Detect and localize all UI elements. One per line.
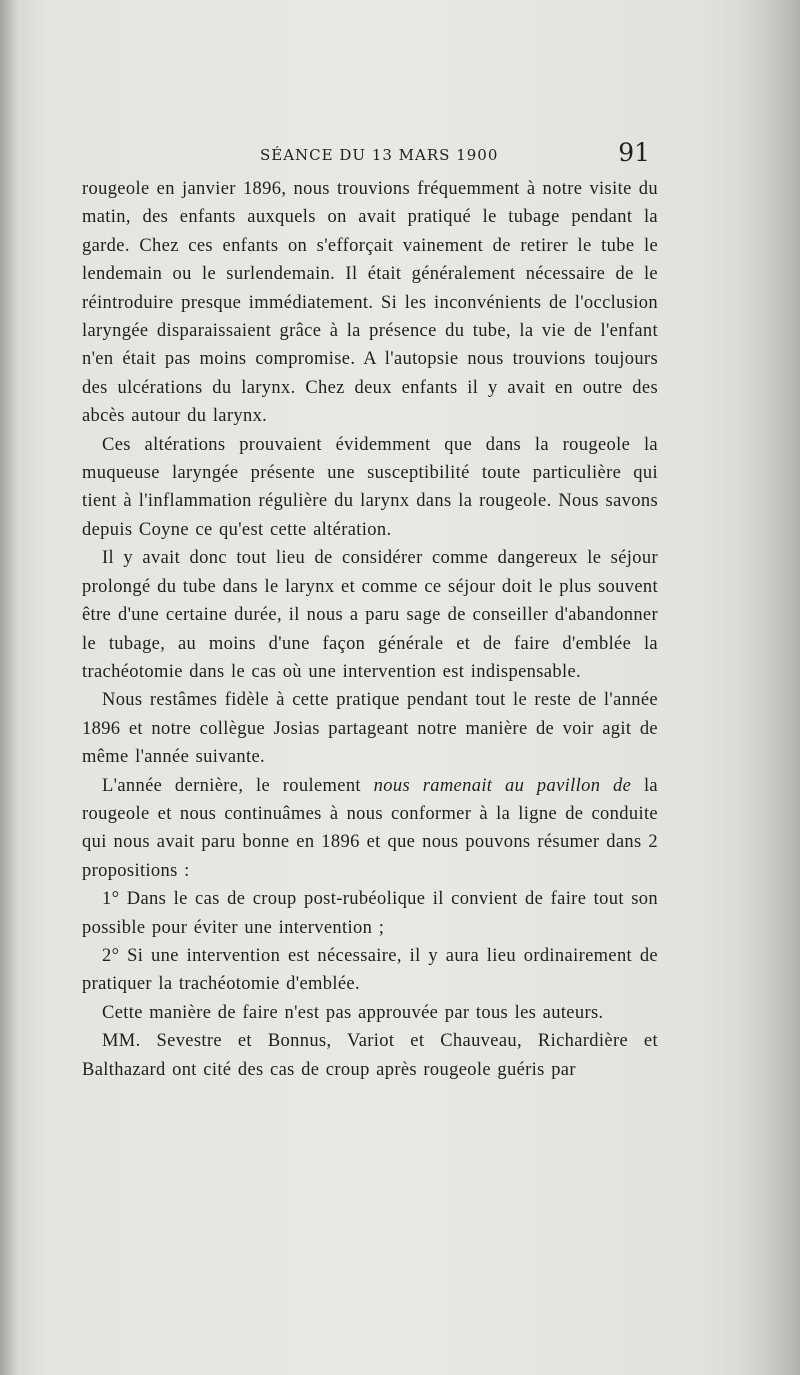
proposition-1: 1° Dans le cas de croup post-rubéolique il convient de faire tout son possible pour éviter une intervention ; — [82, 889, 658, 938]
paragraph-tubage: Il y avait donc tout lieu de considérer comme dangereux le séjour prolongé du tube dans le larynx et comme ce séjour doit le plus souvent être d'une certaine durée, il nous a paru sage de conseiller d'abandonner le tubage, au moins d'une façon générale et de faire d'emblée la trachéotomie dans le cas où une intervention est indispensable. — [82, 548, 658, 682]
italic-segment: nous ramenait au pavillon de — [373, 775, 632, 796]
paragraph-annee-derniere — [82, 772, 658, 886]
paragraph-continuation: rougeole en janvier 1896, nous trouvions fréquemment à notre visite du matin, des enfants auxquels on avait pratiqué le tubage pendant la garde. Chez ces enfants on s'efforçait vainement de retirer le tube le lendemain ou le surlendemain. Il était généralement nécessaire de le réintroduire presque immédiatement. Si les inconvénients de l'occlusion laryngée disparaissaient grâce à la présence du tube, la vie de l'enfant n'en était pas moins compromise. A l'autopsie nous trouvions toujours des ulcérations du larynx. Chez deux enfants il y avait en outre des abcès autour du larynx. — [82, 179, 658, 427]
paragraph-pratique: Nous restâmes fidèle à cette pratique pendant tout le reste de l'année 1896 et notre collègue Josias partageant notre manière de voir agit de même l'année suivante. — [82, 690, 658, 768]
paragraph-alterations: Ces altérations prouvaient évidemment que dans la rougeole la muqueuse laryngée présente une susceptibilité toute particulière qui tient à l'inflammation régulière du larynx dans la rougeole. Nous savons depuis Coyne ce qu'est cette altération. — [82, 434, 658, 540]
running-head: SÉANCE DU 13 MARS 1900 — [260, 146, 499, 164]
proposition-2: 2° Si une intervention est nécessaire, il y aura lieu ordinairement de pratiquer la trachéotomie d'emblée. — [82, 945, 658, 995]
paragraph-citations: MM. Sevestre et Bonnus, Variot et Chauveau, Richardière et Balthazard ont cité des cas de croup après rougeole guéris par — [82, 1031, 658, 1080]
body-text — [82, 175, 658, 1084]
text-segment: la rougeole et nous continuâmes à nous conformer à la ligne de conduite qui nous avait paru bonne en 1896 et que nous pouvons résumer dans 2 propositions : — [82, 775, 658, 881]
text-segment: L'année dernière, le roulement — [102, 775, 374, 796]
page-gutter-shadow — [0, 0, 18, 1375]
page-edge-shadow — [740, 0, 800, 1375]
paragraph-auteurs: Cette manière de faire n'est pas approuvée par tous les auteurs. — [102, 1002, 604, 1023]
page-number: 91 — [618, 138, 650, 167]
page-header — [82, 138, 658, 172]
